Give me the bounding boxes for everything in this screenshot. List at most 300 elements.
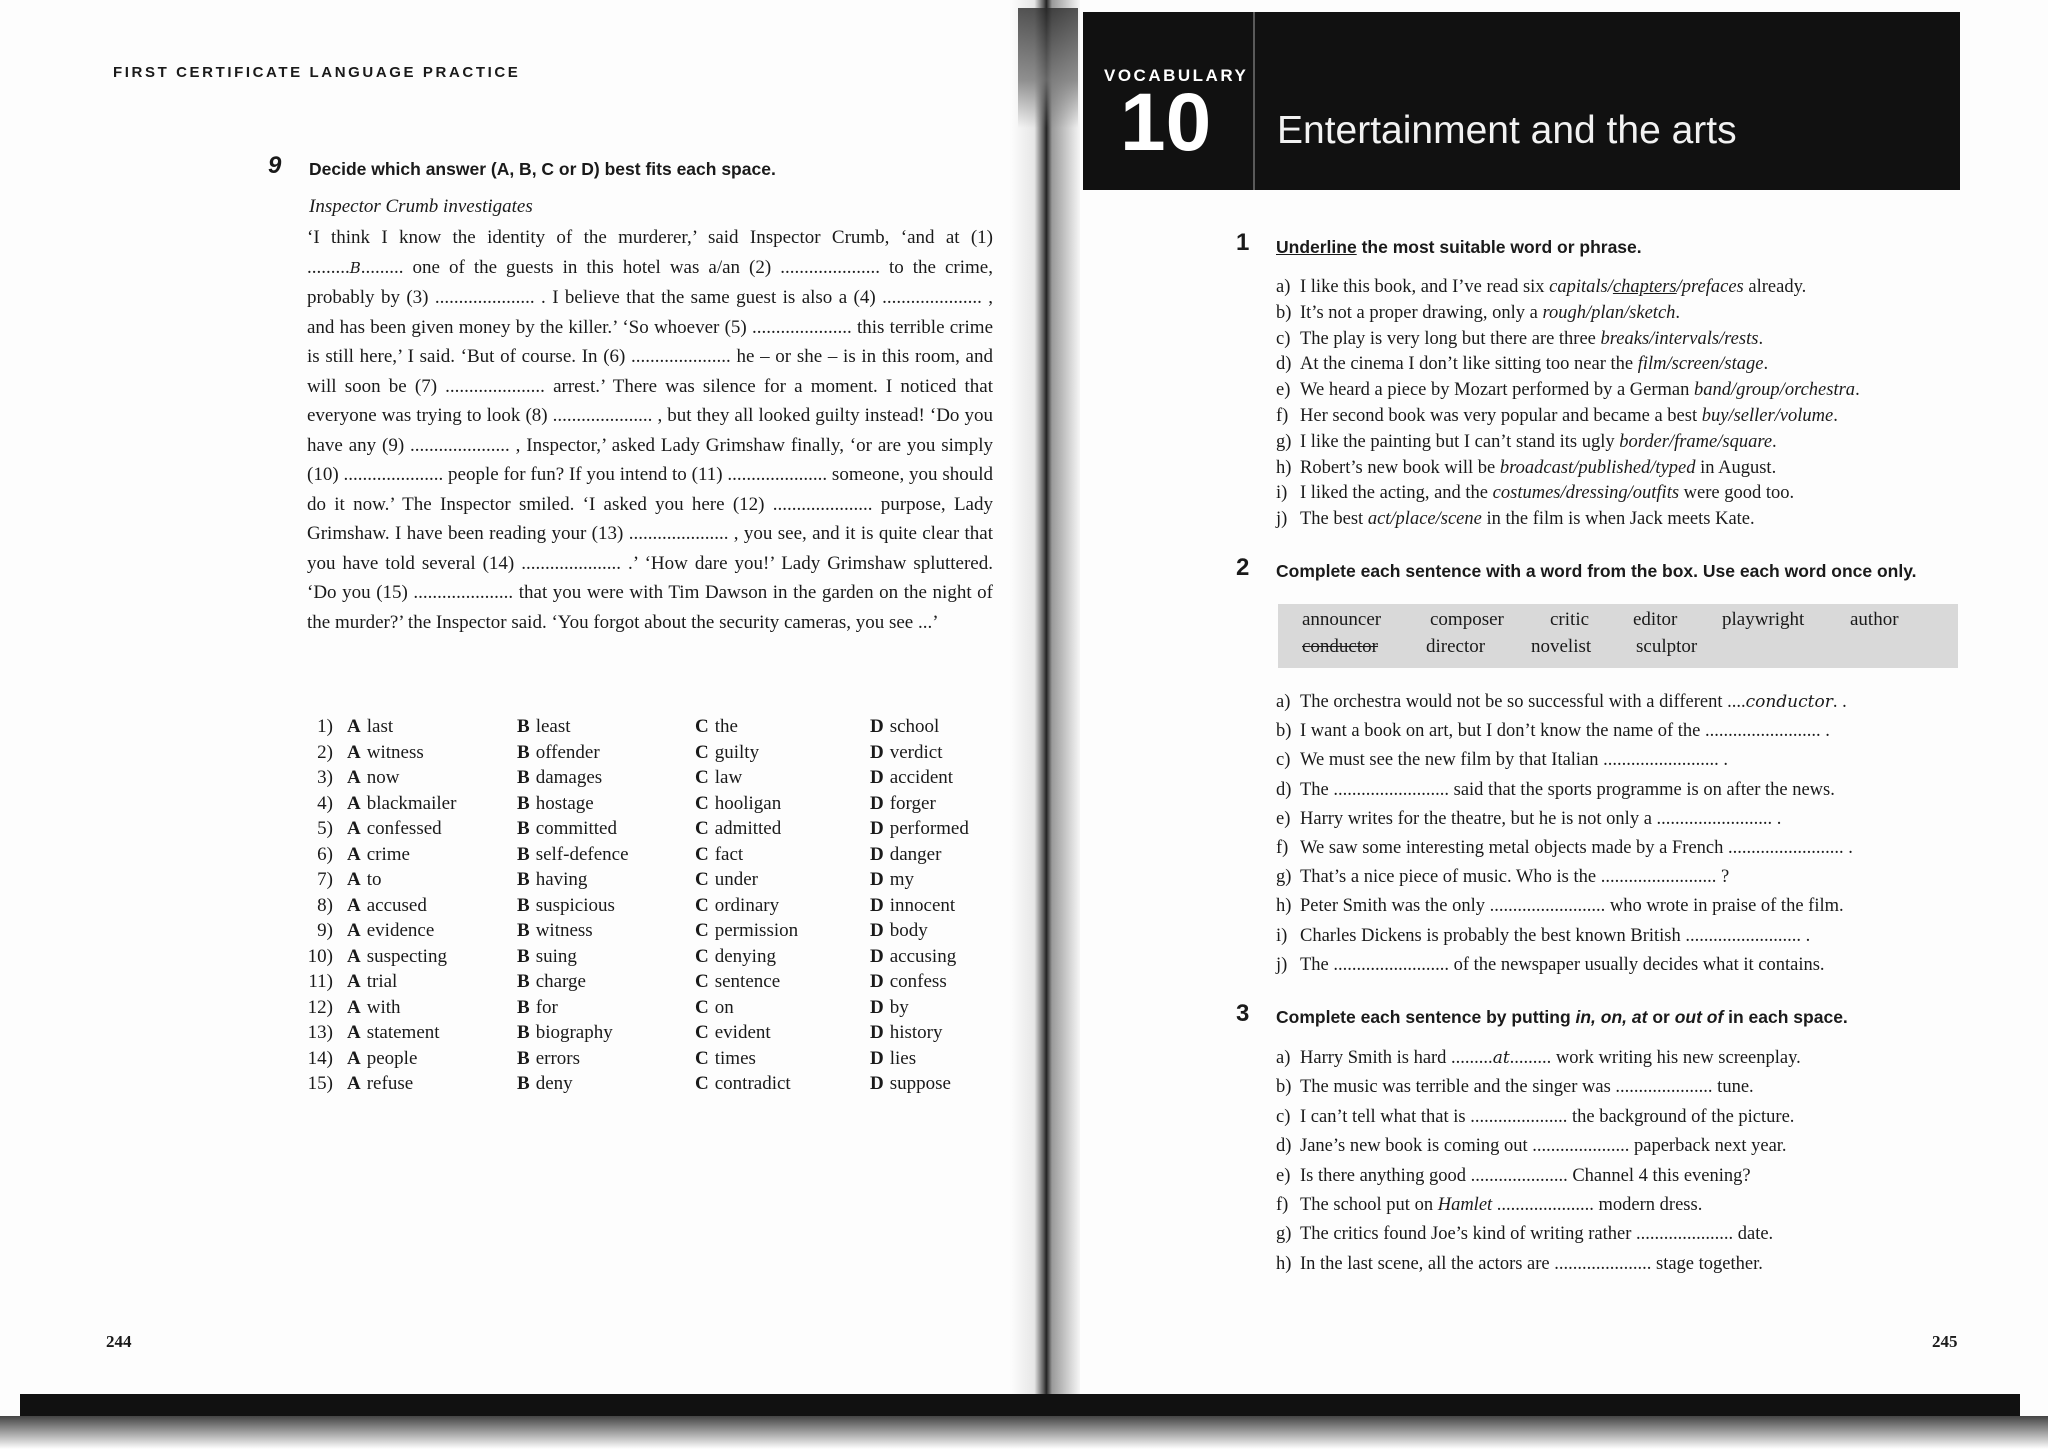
exercise-3-item	[1276, 1044, 1801, 1073]
item-text: .	[1855, 380, 1860, 401]
item-text: In the last scene, all the actors are ..................... stage together.	[1300, 1253, 1763, 1274]
answer-options-table	[300, 716, 969, 1099]
exercise-2-items	[1276, 688, 1853, 980]
option-word: committed	[535, 818, 617, 839]
option-word: charge	[535, 971, 586, 992]
option-letter: B	[517, 818, 530, 839]
option-word: last	[366, 716, 394, 737]
option-word: suing	[535, 945, 577, 967]
option-letter: A	[347, 971, 361, 992]
option-letter: B	[517, 996, 530, 1018]
option-d	[870, 1048, 969, 1074]
option-row	[300, 997, 969, 1023]
item-text: Charles Dickens is probably the best known British ......................... .	[1300, 925, 1811, 946]
option-number: 13)	[307, 1022, 333, 1043]
option-letter: C	[695, 741, 709, 763]
option-b	[517, 716, 695, 742]
option-word: deny	[535, 1073, 573, 1094]
exercise-9-instruction: Decide which answer (A, B, C or D) best fits each space.	[309, 159, 776, 179]
option-letter: A	[347, 1073, 361, 1094]
option-row	[300, 818, 969, 844]
option-row	[300, 742, 969, 768]
item-text: The orchestra would not be so successful with a different ....	[1300, 692, 1746, 712]
option-word: history	[889, 1022, 943, 1043]
item-label: d)	[1276, 1136, 1292, 1157]
choice-text: /prefaces	[1676, 277, 1744, 297]
option-b	[517, 844, 695, 870]
option-word: hostage	[535, 792, 594, 814]
option-word: by	[889, 996, 909, 1018]
option-number: 6)	[317, 843, 333, 865]
option-letter: A	[347, 920, 361, 941]
box-word-crossed-out: conductor	[1302, 636, 1378, 657]
option-number: 10)	[307, 945, 333, 967]
option-letter: D	[870, 767, 884, 788]
item-choices	[1500, 458, 1696, 478]
option-letter: C	[695, 843, 709, 865]
item-choices	[1619, 432, 1772, 452]
item-label: e)	[1276, 1165, 1291, 1186]
item-text: in the film is when Jack meets Kate.	[1481, 509, 1755, 530]
exercise-3-items	[1276, 1044, 1801, 1279]
item-text: The best	[1300, 509, 1368, 530]
option-word: self-defence	[535, 843, 629, 865]
choice-text: band/group/orchestra	[1694, 380, 1856, 401]
option-letter: D	[870, 869, 884, 890]
option-word: under	[714, 869, 758, 890]
item-label: i)	[1276, 483, 1288, 504]
item-text: The music was terrible and the singer was ..................... tune.	[1300, 1077, 1754, 1098]
instruction-part: or	[1647, 1007, 1675, 1027]
page-number-right: 245	[1932, 1332, 1958, 1351]
exercise-2-item	[1276, 688, 1853, 717]
exercise-2-item	[1276, 805, 1853, 834]
item-text: The ......................... said that the sports programme is on after the news.	[1300, 779, 1835, 800]
exercise-2-item	[1276, 951, 1853, 980]
exercise-3-number: 3	[1236, 1000, 1250, 1027]
section-label: VOCABULARY	[1104, 66, 1249, 85]
item-text: . .	[1832, 692, 1847, 712]
option-c	[695, 844, 870, 870]
item-label: g)	[1276, 431, 1292, 452]
option-number: 11)	[308, 971, 333, 992]
option-letter: C	[695, 920, 709, 941]
exercise-3-item	[1276, 1132, 1801, 1161]
option-row	[300, 1048, 969, 1074]
option-word: biography	[535, 1022, 613, 1043]
box-word: author	[1850, 609, 1899, 630]
option-letter: B	[517, 945, 530, 967]
option-a	[347, 767, 517, 793]
option-b	[517, 895, 695, 921]
exercise-3-instruction	[1276, 1007, 1848, 1028]
option-word: law	[714, 767, 743, 788]
option-row	[300, 971, 969, 997]
option-word: hooligan	[714, 792, 782, 814]
option-letter: C	[695, 894, 709, 916]
option-word: evident	[714, 1022, 771, 1043]
item-choices	[1543, 303, 1676, 323]
item-label: i)	[1276, 925, 1288, 946]
box-word: sculptor	[1636, 636, 1698, 657]
book-gutter-shadow	[1018, 8, 1078, 128]
handwritten-answer-1: B	[349, 258, 361, 277]
option-letter: B	[517, 971, 530, 992]
option-letter: D	[870, 920, 884, 941]
item-text: .	[1763, 354, 1769, 375]
option-b	[517, 997, 695, 1023]
item-choices	[1549, 277, 1744, 297]
exercise-3-item	[1276, 1103, 1801, 1132]
option-b	[517, 767, 695, 793]
item-text: Her second book was very popular and became a best	[1300, 405, 1702, 426]
option-word: confessed	[366, 818, 442, 839]
option-b	[517, 869, 695, 895]
option-d	[870, 844, 969, 870]
option-c	[695, 1048, 870, 1074]
option-d	[870, 716, 969, 742]
option-word: performed	[889, 818, 969, 839]
option-b	[517, 946, 695, 972]
option-word: suspicious	[535, 894, 615, 916]
exercise-2-item	[1276, 776, 1853, 805]
option-number: 9)	[317, 920, 333, 941]
exercise-2-instruction: Complete each sentence with a word from the box. Use each word once only.	[1276, 561, 1917, 581]
option-number: 12)	[307, 996, 333, 1018]
item-label: b)	[1276, 721, 1292, 742]
option-letter: A	[347, 843, 361, 865]
choice-text: capitals/	[1549, 277, 1613, 297]
option-letter: C	[695, 869, 709, 890]
item-text: Jane’s new book is coming out ..................... paperback next year.	[1300, 1136, 1787, 1157]
option-letter: C	[695, 716, 709, 737]
option-d	[870, 793, 969, 819]
option-row	[300, 895, 969, 921]
option-row	[300, 1022, 969, 1048]
option-row	[300, 844, 969, 870]
handwritten-answer: at	[1492, 1048, 1510, 1068]
item-choices	[1493, 483, 1679, 503]
item-text: We must see the new film by that Italian ......................... .	[1300, 750, 1729, 771]
item-label: g)	[1276, 867, 1292, 888]
option-letter: D	[870, 894, 884, 916]
option-c	[695, 869, 870, 895]
item-label: f)	[1276, 838, 1289, 859]
item-text: were good too.	[1679, 483, 1795, 504]
option-word: people	[366, 1047, 418, 1069]
item-label: c)	[1276, 328, 1291, 349]
item-text: I want a book on art, but I don’t know the name of the ......................... .	[1300, 721, 1830, 742]
option-letter: C	[695, 1022, 709, 1043]
option-d	[870, 895, 969, 921]
item-label: e)	[1276, 380, 1291, 401]
option-letter: A	[347, 869, 361, 890]
option-a	[347, 920, 517, 946]
item-text: already.	[1743, 277, 1807, 297]
option-letter: B	[517, 869, 530, 890]
page-number-left: 244	[106, 1332, 132, 1351]
option-word: confess	[889, 971, 947, 992]
option-d	[870, 1073, 969, 1099]
option-letter: D	[870, 716, 884, 737]
option-letter: B	[517, 741, 530, 763]
option-word: with	[366, 996, 401, 1018]
exercise-2-item	[1276, 717, 1853, 746]
option-letter: C	[695, 818, 709, 839]
option-word: fact	[714, 843, 744, 865]
item-label: a)	[1276, 1048, 1291, 1068]
option-row	[300, 869, 969, 895]
option-number: 1)	[317, 716, 333, 737]
option-word: on	[714, 996, 734, 1018]
choice-text: border/frame/square	[1619, 431, 1773, 452]
item-label: h)	[1276, 1253, 1292, 1274]
option-c	[695, 997, 870, 1023]
option-a	[347, 869, 517, 895]
exercise-1-item	[1276, 481, 1860, 507]
item-text: I liked the acting, and the	[1300, 483, 1493, 504]
option-c	[695, 742, 870, 768]
item-choices	[1694, 380, 1855, 400]
exercise-1-items	[1276, 275, 1860, 533]
instruction-part: in each space.	[1723, 1007, 1848, 1027]
exercise-3-item	[1276, 1220, 1801, 1249]
unit-number: 10	[1120, 77, 1212, 168]
option-b	[517, 793, 695, 819]
option-letter: C	[695, 1047, 709, 1069]
option-c	[695, 767, 870, 793]
exercise-2-item	[1276, 863, 1853, 892]
item-text: Is there anything good ..................... Channel 4 this evening?	[1300, 1165, 1751, 1186]
option-word: forger	[889, 792, 936, 814]
book-gutter	[1010, 0, 1080, 1410]
running-head: FIRST CERTIFICATE LANGUAGE PRACTICE	[113, 64, 521, 81]
option-letter: D	[870, 945, 884, 967]
item-text: The ......................... of the newspaper usually decides what it contains.	[1300, 954, 1825, 975]
box-word: director	[1426, 636, 1486, 657]
option-word: admitted	[714, 818, 782, 839]
option-letter: A	[347, 894, 361, 916]
option-number: 2)	[317, 741, 333, 763]
option-c	[695, 793, 870, 819]
exercise-3-item	[1276, 1073, 1801, 1102]
option-letter: A	[347, 792, 361, 814]
box-word: critic	[1550, 609, 1590, 630]
option-word: damages	[535, 767, 603, 788]
option-d	[870, 742, 969, 768]
option-a	[347, 1022, 517, 1048]
option-letter: B	[517, 716, 530, 737]
option-word: my	[889, 869, 915, 890]
option-word: accident	[889, 767, 954, 788]
item-label: d)	[1276, 354, 1292, 375]
option-word: witness	[366, 741, 424, 763]
option-row	[300, 716, 969, 742]
option-b	[517, 1073, 695, 1099]
option-a	[347, 742, 517, 768]
exercise-1-item	[1276, 378, 1860, 404]
option-a	[347, 793, 517, 819]
exercise-2-item	[1276, 892, 1853, 921]
exercise-1-item	[1276, 352, 1860, 378]
exercise-1-item	[1276, 507, 1860, 533]
option-letter: C	[695, 792, 709, 814]
option-a	[347, 946, 517, 972]
option-letter: B	[517, 792, 530, 814]
option-row	[300, 1073, 969, 1099]
exercise-1-item	[1276, 301, 1860, 327]
choice-text: film/screen/stage	[1637, 354, 1764, 375]
item-label: j)	[1276, 954, 1288, 975]
item-label: a)	[1276, 692, 1291, 712]
item-text: .	[1675, 302, 1681, 323]
option-word: errors	[535, 1047, 580, 1069]
exercise-3-item	[1276, 1191, 1801, 1220]
option-a	[347, 716, 517, 742]
option-number: 3)	[317, 767, 333, 788]
option-c	[695, 946, 870, 972]
option-word: permission	[714, 920, 799, 941]
option-word: suspecting	[366, 945, 447, 967]
option-number: 7)	[317, 869, 333, 890]
option-letter: B	[517, 920, 530, 941]
choice-text: costumes/dressing/outfits	[1492, 483, 1680, 504]
exercise-2-item	[1276, 922, 1853, 951]
item-text: ..................... modern dress.	[1492, 1195, 1703, 1216]
choice-text: rough/plan/sketch	[1542, 302, 1676, 323]
option-word: accusing	[889, 945, 957, 967]
option-a	[347, 818, 517, 844]
option-b	[517, 1022, 695, 1048]
option-word: ordinary	[714, 894, 780, 916]
item-choices	[1638, 354, 1764, 374]
option-word: least	[535, 716, 571, 737]
item-label: f)	[1276, 1195, 1289, 1216]
option-word: school	[889, 716, 940, 737]
item-text: I can’t tell what that is ..................... the background of the picture.	[1300, 1106, 1795, 1127]
choice-text: act/place/scene	[1367, 509, 1482, 530]
item-text: At the cinema I don’t like sitting too near the	[1300, 354, 1638, 375]
item-label: d)	[1276, 779, 1292, 800]
option-d	[870, 946, 969, 972]
option-word: the	[714, 716, 738, 737]
option-letter: C	[695, 1073, 709, 1094]
option-word: times	[714, 1047, 756, 1069]
exercise-2-item	[1276, 746, 1853, 775]
item-label: b)	[1276, 302, 1292, 323]
option-row	[300, 767, 969, 793]
option-letter: A	[347, 1047, 361, 1069]
option-d	[870, 920, 969, 946]
exercise-1-item	[1276, 404, 1860, 430]
option-word: offender	[535, 741, 600, 763]
option-word: now	[366, 767, 400, 788]
option-letter: D	[870, 741, 884, 763]
option-letter: B	[517, 1073, 530, 1094]
option-letter: D	[870, 792, 884, 814]
option-letter: B	[517, 894, 530, 916]
option-letter: D	[870, 818, 884, 839]
option-d	[870, 1022, 969, 1048]
item-label: h)	[1276, 896, 1292, 917]
option-a	[347, 844, 517, 870]
item-text: It’s not a proper drawing, only a	[1300, 302, 1543, 323]
choice-text: breaks/intervals/rests	[1600, 328, 1759, 349]
story-title: Inspector Crumb investigates	[309, 196, 533, 217]
exercise-9-number: 9	[268, 152, 282, 179]
underlined-choice: chapters	[1612, 277, 1677, 297]
option-word: suppose	[889, 1073, 951, 1094]
instruction-keywords: in, on, at	[1575, 1007, 1648, 1027]
option-a	[347, 1048, 517, 1074]
box-word: playwright	[1722, 609, 1805, 630]
option-c	[695, 895, 870, 921]
box-word: announcer	[1302, 609, 1382, 630]
item-label: g)	[1276, 1224, 1292, 1245]
option-a	[347, 997, 517, 1023]
option-letter: C	[695, 767, 709, 788]
item-text: That’s a nice piece of music. Who is the ......................... ?	[1300, 867, 1730, 888]
exercise-1-item	[1276, 430, 1860, 456]
item-label: j)	[1276, 509, 1288, 530]
exercise-1-item	[1276, 456, 1860, 482]
item-text: I like the painting but I can’t stand its ugly	[1300, 431, 1620, 452]
instruction-part: Complete each sentence by putting	[1276, 1007, 1576, 1027]
option-letter: D	[870, 971, 884, 992]
option-letter: D	[870, 1047, 884, 1069]
underline-keyword: Underline	[1276, 237, 1357, 257]
page-bottom-edge	[20, 1394, 2020, 1416]
option-word: accused	[366, 894, 427, 916]
unit-header-bar	[1083, 12, 1960, 190]
option-letter: C	[695, 996, 709, 1018]
option-c	[695, 971, 870, 997]
item-text: The critics found Joe’s kind of writing rather ..................... date.	[1300, 1224, 1774, 1245]
option-row	[300, 920, 969, 946]
exercise-1-instruction	[1276, 237, 1642, 258]
exercise-3-item	[1276, 1250, 1801, 1279]
exercise-2-item	[1276, 834, 1853, 863]
exercise-3-item	[1276, 1162, 1801, 1191]
option-c	[695, 1073, 870, 1099]
box-word: novelist	[1531, 636, 1592, 657]
option-word: guilty	[714, 741, 760, 763]
option-letter: D	[870, 843, 884, 865]
option-word: to	[366, 869, 382, 890]
item-text: I like this book, and I’ve read six	[1300, 277, 1550, 297]
item-label: c)	[1276, 750, 1291, 771]
item-label: f)	[1276, 405, 1289, 426]
option-letter: A	[347, 818, 361, 839]
option-c	[695, 1022, 870, 1048]
item-choices	[1702, 406, 1834, 426]
option-word: body	[889, 920, 928, 941]
item-label: c)	[1276, 1106, 1291, 1127]
option-word: witness	[535, 920, 593, 941]
option-number: 8)	[317, 894, 333, 916]
option-letter: A	[347, 741, 361, 763]
choice-text: buy/seller/volume	[1701, 405, 1834, 426]
option-letter: A	[347, 945, 361, 967]
option-d	[870, 818, 969, 844]
option-c	[695, 920, 870, 946]
option-letter: A	[347, 716, 361, 737]
scan-bottom-shadow	[0, 1416, 2048, 1449]
option-number: 15)	[307, 1073, 333, 1094]
option-letter: A	[347, 767, 361, 788]
option-a	[347, 1073, 517, 1099]
item-text: Robert’s new book will be	[1300, 457, 1500, 478]
